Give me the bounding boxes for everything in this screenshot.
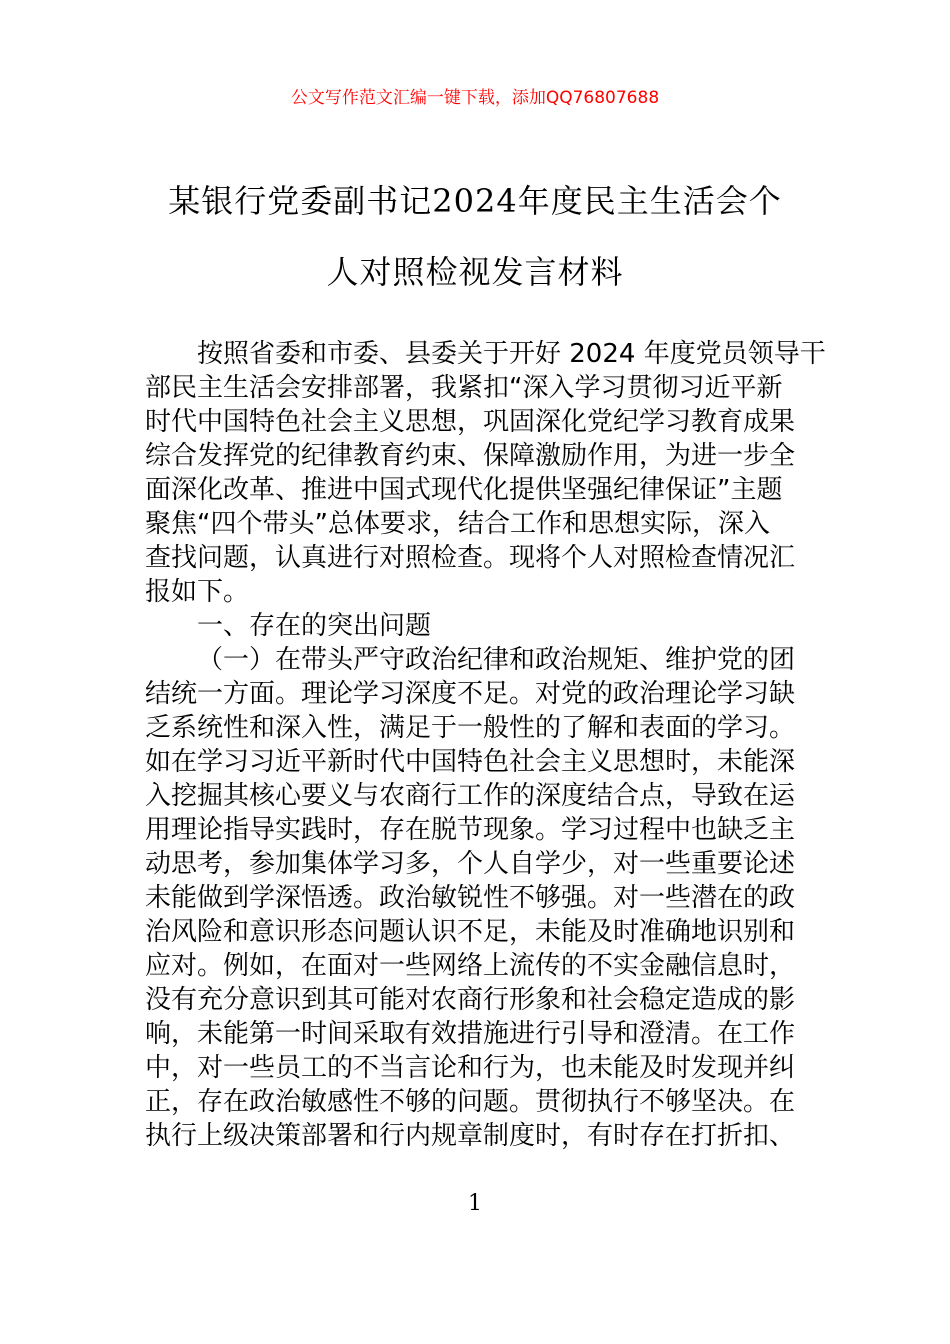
paragraph-line: 执行上级决策部署和行内规章制度时，有时存在打折扣、 <box>145 1121 796 1151</box>
paragraph-line: 面深化改革、推进中国式现代化提供坚强纪律保证”主题 <box>145 475 783 505</box>
paragraph-line: 聚焦“四个带头”总体要求，结合工作和思想实际，深入 <box>145 509 770 539</box>
paragraph-line: 查找问题，认真进行对照检查。现将个人对照检查情况汇 <box>145 543 796 573</box>
paragraph-line: 没有充分意识到其可能对农商行形象和社会稳定造成的影 <box>145 985 796 1015</box>
document-body <box>145 337 826 1153</box>
paragraph-line: 时代中国特色社会主义思想，巩固深化党纪学习教育成果 <box>145 407 796 437</box>
page-number: 1 <box>468 1191 482 1216</box>
paragraph-line: 中，对一些员工的不当言论和行为，也未能及时发现并纠 <box>145 1053 796 1083</box>
paragraph-line: 报如下。 <box>145 577 250 607</box>
paragraph-line: 结统一方面。理论学习深度不足。对党的政治理论学习缺 <box>145 679 796 709</box>
paragraph-line: （一）在带头严守政治纪律和政治规矩、维护党的团 <box>197 645 796 675</box>
paragraph-line: 响，未能第一时间采取有效措施进行引导和澄清。在工作 <box>145 1019 796 1049</box>
title-line: 人对照检视发言材料 <box>326 253 624 291</box>
document-title <box>130 166 820 308</box>
download-notice: 公文写作范文汇编一键下载，添加QQ76807688 <box>290 88 660 108</box>
paragraph-line: 正，存在政治敏感性不够的问题。贯彻执行不够坚决。在 <box>145 1087 796 1117</box>
paragraph-line: 入挖掘其核心要义与农商行工作的深度结合点，导致在运 <box>145 781 796 811</box>
section-heading: 一、存在的突出问题 <box>197 611 432 641</box>
paragraph-line: 动思考，参加集体学习多，个人自学少，对一些重要论述 <box>145 849 796 879</box>
paragraph-line: 未能做到学深悟透。政治敏锐性不够强。对一些潜在的政 <box>145 883 796 913</box>
paragraph-line: 应对。例如，在面对一些网络上流传的不实金融信息时， <box>145 951 796 981</box>
title-line: 某银行党委副书记2024年度民主生活会个 <box>168 182 782 220</box>
paragraph-line: 治风险和意识形态问题认识不足，未能及时准确地识别和 <box>145 917 796 947</box>
paragraph-line: 按照省委和市委、县委关于开好 2024 年度党员领导干 <box>197 339 826 369</box>
paragraph-line: 乏系统性和深入性，满足于一般性的了解和表面的学习。 <box>145 713 796 743</box>
paragraph-line: 部民主生活会安排部署，我紧扣“深入学习贯彻习近平新 <box>145 373 783 403</box>
paragraph-line: 如在学习习近平新时代中国特色社会主义思想时，未能深 <box>145 747 796 777</box>
paragraph-line: 用理论指导实践时，存在脱节现象。学习过程中也缺乏主 <box>145 815 796 845</box>
paragraph-line: 综合发挥党的纪律教育约束、保障激励作用，为进一步全 <box>145 441 796 471</box>
